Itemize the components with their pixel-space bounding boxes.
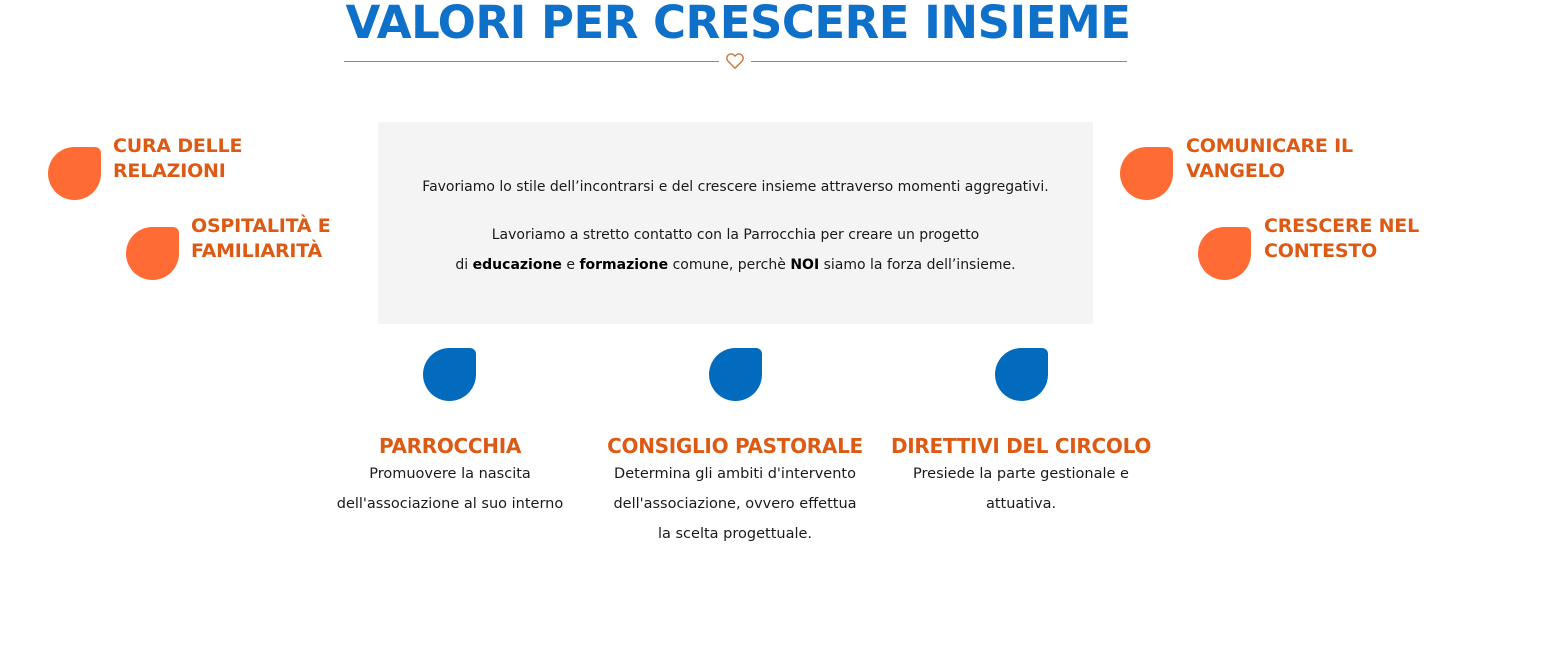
value-label-comunicare-il-vangelo: COMUNICARE IL VANGELO [1186,135,1353,182]
organ-title-consiglio-pastorale: CONSIGLIO PASTORALE [607,434,863,458]
mission-text-segment: siamo la forza dell’insieme. [819,257,1016,273]
organ-description-parrocchia [300,459,600,519]
keyword-formazione: formazione [579,257,669,273]
mission-paragraph-2-line-1: Lavoriamo a stretto contatto con la Parrocchia per creare un progetto [491,227,980,243]
keyword-noi: NOI [790,257,820,273]
organ-description-line: la scelta progettuale. [657,526,813,542]
mission-text-segment: e [561,257,580,273]
value-label-cura-delle-relazioni: CURA DELLE RELAZIONI [113,135,243,182]
organ-description-consiglio-pastorale [585,459,885,549]
mission-text-box [378,122,1093,324]
title-divider [344,52,1127,70]
organ-description-line: Determina gli ambiti d'intervento [614,466,856,482]
heart-outline-icon [725,52,745,70]
mission-paragraph-1: Favoriamo lo stile dell’incontrarsi e del crescere insieme attraverso momenti aggregativi. [422,179,1049,195]
organ-description-line: Presiede la parte gestionale e [913,466,1129,482]
value-label-ospitalita-familiarita: OSPITALITÀ E FAMILIARITÀ [191,215,331,262]
mission-text-segment: di [455,257,473,273]
organ-description-line: Promuovere la nascita [369,466,531,482]
divider-line-right [751,61,1127,62]
orange-drop-icon [48,147,101,200]
blue-drop-icon [423,348,476,401]
organ-description-line: dell'associazione al suo interno [336,496,564,512]
divider-line-left [344,61,719,62]
blue-drop-icon [709,348,762,401]
organ-title-direttivi-del-circolo: DIRETTIVI DEL CIRCOLO [890,434,1152,458]
page-title: VALORI PER CRESCERE INSIEME [345,0,1131,49]
keyword-educazione: educazione [472,257,562,273]
orange-drop-icon [126,227,179,280]
organ-title-parrocchia: PARROCCHIA [378,434,522,458]
organ-description-line: dell'associazione, ovvero effettua [613,496,857,512]
mission-text-segment: comune, perchè [668,257,791,273]
organ-description-line: attuativa. [985,496,1057,512]
mission-paragraph-2 [378,220,1093,280]
orange-drop-icon [1120,147,1173,200]
orange-drop-icon [1198,227,1251,280]
blue-drop-icon [995,348,1048,401]
organ-description-direttivi-del-circolo [871,459,1171,519]
value-label-crescere-nel-contesto: CRESCERE NEL CONTESTO [1264,215,1419,262]
